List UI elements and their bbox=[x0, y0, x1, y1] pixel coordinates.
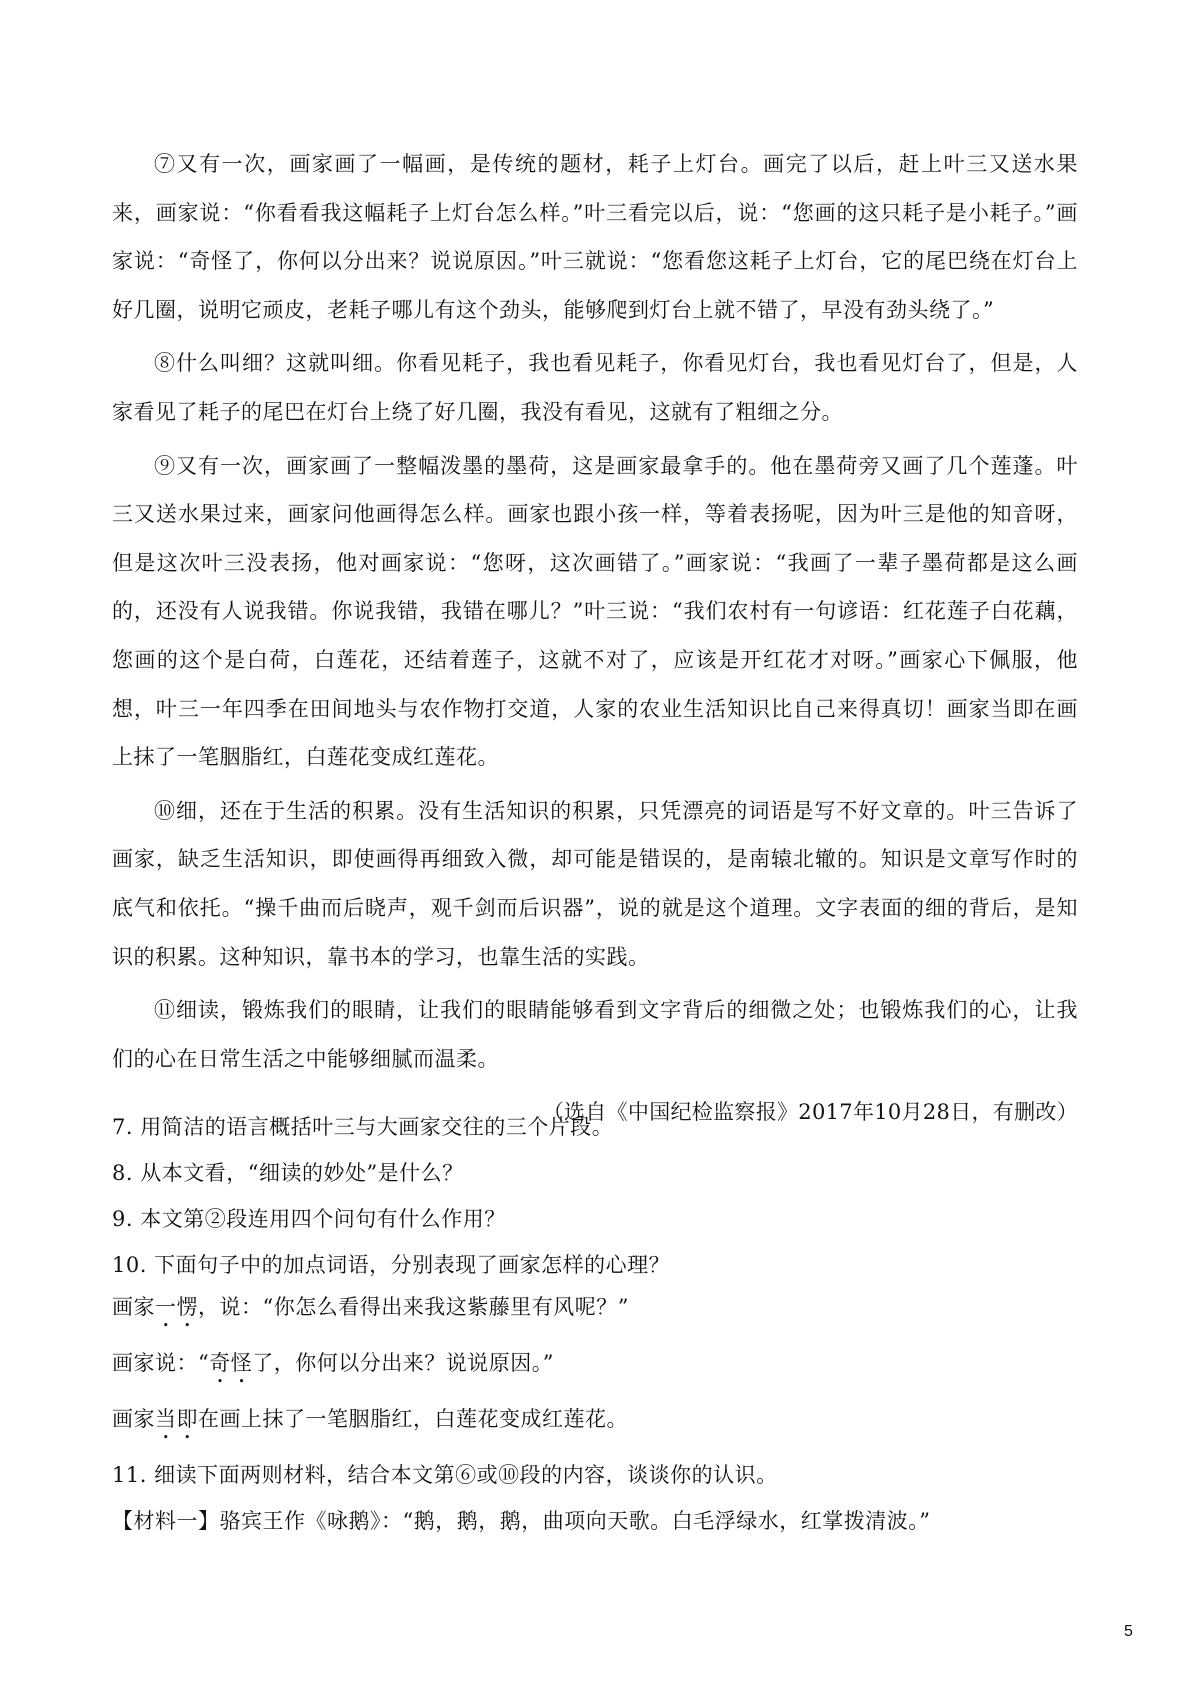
question-11: 11. 细读下面两则材料，结合本文第⑥或⑩段的内容，谈谈你的认识。 bbox=[112, 1463, 778, 1487]
sentence-1-post: ，说：“你怎么看得出来我这紫藤里有风呢？” bbox=[198, 1295, 629, 1319]
paragraph-11: ⑪细读，锻炼我们的眼睛，让我们的眼睛能够看到文字背后的细微之处；也锻炼我们的心，让我们的心在日常生活之中能够细腻而温柔。 bbox=[112, 998, 1078, 1071]
paragraph-7: ⑦又有一次，画家画了一幅画，是传统的题材，耗子上灯台。画完了以后，赶上叶三又送水果来，画家说：“你看看我这幅耗子上灯台怎么样。”叶三看完以后，说：“您画的这只耗子是小耗子。”画家说：“奇怪了，你何以分出来？说说原因。”叶三就说：“您看您这耗子上灯台，它的尾巴绕在灯台上好几圈，说明它顽皮，老耗子哪儿有这个劲头，能够爬到灯台上就不错了，早没有劲头绕了。” bbox=[112, 152, 1078, 322]
question-10: 10. 下面句子中的加点词语，分别表现了画家怎样的心理？ bbox=[112, 1253, 671, 1277]
sentence-2-post: 了，你何以分出来？说说原因。” bbox=[252, 1351, 554, 1375]
dotted-word-3: 当即 bbox=[155, 1407, 198, 1431]
paragraph-9: ⑨又有一次，画家画了一整幅泼墨的墨荷，这是画家最拿手的。他在墨荷旁又画了几个莲蓬。叶三又送水果过来，画家问他画得怎么样。画家也跟小孩一样，等着表扬呢，因为叶三是他的知音呀，但是这次叶三没表扬，他对画家说：“您呀，这次画错了。”画家说：“我画了一辈子墨荷都是这么画的，还没有人说我错。你说我错，我错在哪儿？”叶三说：“我们农村有一句谚语：红花莲子白花藕，您画的这个是白荷，白莲花，还结着莲子，这就不对了，应该是开红花才对呀。”画家心下佩服，他想，叶三一年四季在田间地头与农作物打交道，人家的农业生活知识比自己来得真切！画家当即在画上抹了一笔胭脂红，白莲花变成红莲花。 bbox=[112, 453, 1078, 770]
sentence-2 bbox=[112, 1348, 1078, 1388]
sentence-3-post: 在画上抹了一笔胭脂红，白莲花变成红莲花。 bbox=[198, 1407, 628, 1431]
sentence-1-pre: 画家 bbox=[112, 1295, 155, 1319]
article-body bbox=[112, 140, 1078, 1136]
question-list bbox=[112, 1112, 1078, 1536]
sentence-3-pre: 画家 bbox=[112, 1407, 155, 1431]
question-9: 9. 本文第②段连用四个问句有什么作用？ bbox=[112, 1207, 506, 1231]
dotted-word-1: 一愣 bbox=[155, 1295, 198, 1319]
question-8: 8. 从本文看，“细读的妙处”是什么？ bbox=[112, 1161, 464, 1185]
sentence-1 bbox=[112, 1292, 1078, 1332]
question-7: 7. 用简洁的语言概括叶三与大画家交往的三个片段。 bbox=[112, 1115, 614, 1139]
page-number: 5 bbox=[1124, 1623, 1133, 1640]
paragraph-10: ⑩细，还在于生活的积累。没有生活知识的积累，只凭漂亮的词语是写不好文章的。叶三告诉了画家，缺乏生活知识，即使画得再细致入微，却可能是错误的，是南辕北辙的。知识是文章写作时的底气和依托。“操千曲而后晓声，观千剑而后识器”，说的就是这个道理。文字表面的细的背后，是知识的积累。这种知识，靠书本的学习，也靠生活的实践。 bbox=[112, 798, 1078, 969]
material-1: 【材料一】骆宾王作《咏鹅》：“鹅，鹅，鹅，曲项向天歌。白毛浮绿水，红掌拨清波。” bbox=[112, 1509, 931, 1533]
paragraph-8: ⑧什么叫细？这就叫细。你看见耗子，我也看见耗子，你看见灯台，我也看见灯台了，但是，人家看见了耗子的尾巴在灯台上绕了好几圈，我没有看见，这就有了粗细之分。 bbox=[112, 351, 1078, 424]
dotted-word-2: 奇怪 bbox=[209, 1351, 253, 1375]
source-citation: （选自《中国纪检监察报》2017年10月28日，有删改） bbox=[542, 1100, 1078, 1125]
sentence-3 bbox=[112, 1404, 1078, 1444]
sentence-2-pre: 画家说：“ bbox=[112, 1351, 210, 1375]
